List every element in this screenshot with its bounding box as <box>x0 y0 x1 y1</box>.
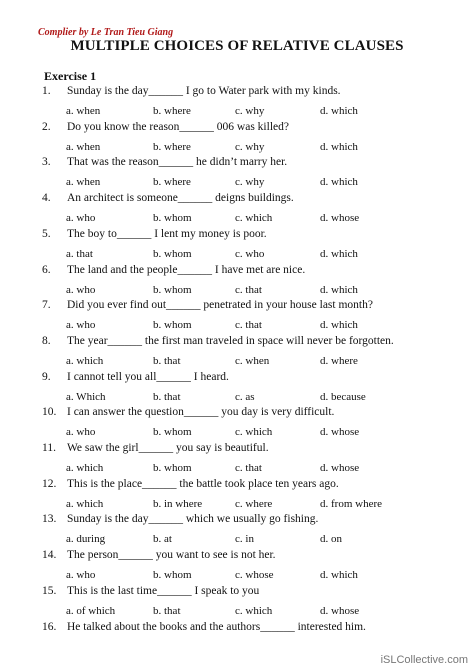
option-c: c. in <box>235 533 254 546</box>
question-number: 5. <box>42 227 51 240</box>
question-stem: The person______ you want to see is not her. <box>67 549 276 562</box>
option-d: d. because <box>320 390 366 403</box>
question-stem: We saw the girl______ you say is beautiful. <box>67 442 269 454</box>
question-stem: That was the reason______ he didn’t marry her. <box>67 156 288 169</box>
question-number: 8. <box>42 334 51 347</box>
question-stem: An architect is someone______ deigns buildings. <box>67 192 294 205</box>
question-stem: Sunday is the day______ which we usually go fishing. <box>67 513 319 526</box>
question-item <box>42 584 442 620</box>
option-b: b. whom <box>153 319 192 332</box>
question-number: 12. <box>42 477 57 490</box>
option-d: d. on <box>320 533 342 546</box>
question-number: 6. <box>42 263 51 276</box>
option-a: a. which <box>66 462 104 474</box>
option-d: d. from where <box>320 497 383 510</box>
option-d: d. which <box>320 105 358 117</box>
question-number: 16. <box>42 620 57 633</box>
question-stem: Do you know the reason______ 006 was killed? <box>67 120 289 133</box>
option-a: a. when <box>66 105 101 117</box>
option-b: b. that <box>153 354 181 367</box>
option-c: c. which <box>235 426 273 439</box>
option-d: d. which <box>320 140 358 153</box>
option-a: a. who <box>66 319 96 332</box>
option-c: c. which <box>235 604 273 617</box>
question-stem: The year______ the first man traveled in space will never be forgotten. <box>67 334 394 347</box>
question-item <box>42 334 442 370</box>
option-b: b. in where <box>153 497 203 510</box>
option-a: a. which <box>66 497 104 510</box>
option-c: c. which <box>235 212 273 225</box>
option-d: d. whose <box>320 212 360 225</box>
option-d: d. which <box>320 569 358 582</box>
exercise-heading: Exercise 1 <box>44 69 97 83</box>
option-a: a. Which <box>66 390 106 403</box>
option-b: b. where <box>153 140 191 153</box>
question-number: 14. <box>42 549 57 562</box>
question-number: 10. <box>42 406 57 419</box>
question-stem: I cannot tell you all______ I heard. <box>67 370 229 383</box>
option-c: c. that <box>235 283 262 296</box>
option-a: a. who <box>66 569 96 582</box>
question-item <box>42 405 442 441</box>
question-stem: Did you ever find out______ penetrated in your house last month? <box>67 299 373 312</box>
question-item <box>42 512 442 548</box>
option-d: d. whose <box>320 604 360 617</box>
question-item <box>42 120 442 156</box>
question-number: 15. <box>42 584 57 597</box>
option-b: b. whom <box>153 462 192 474</box>
question-item <box>42 548 442 584</box>
option-c: c. whose <box>235 569 274 582</box>
option-a: a. that <box>66 247 93 260</box>
option-a: a. who <box>66 426 96 439</box>
question-item <box>42 298 442 334</box>
option-d: d. whose <box>320 462 360 474</box>
question-stem: He talked about the books and the authors______ interested him. <box>67 620 366 633</box>
question-item <box>42 263 442 299</box>
option-b: b. whom <box>153 569 192 582</box>
option-a: a. when <box>66 140 101 153</box>
option-d: d. where <box>320 354 358 367</box>
option-d: d. which <box>320 176 358 189</box>
question-stem: This is the place______ the battle took place ten years ago. <box>67 477 339 490</box>
question-item <box>42 477 442 513</box>
option-d: d. which <box>320 319 358 332</box>
option-a: a. of which <box>66 604 116 617</box>
question-stem: The land and the people______ I have met are nice. <box>67 263 306 276</box>
question-number: 4. <box>42 192 51 205</box>
compiler-credit: Complier by Le Tran Tieu Giang <box>38 27 174 38</box>
question-number: 9. <box>42 370 51 383</box>
question-stem: This is the last time______ I speak to you <box>67 584 260 597</box>
question-item <box>42 620 442 656</box>
option-c: c. that <box>235 462 262 474</box>
option-c: c. who <box>235 247 265 260</box>
question-number: 11. <box>42 442 56 454</box>
question-number: 3. <box>42 156 51 169</box>
option-b: b. whom <box>153 247 192 260</box>
question-stem: Sunday is the day______ I go to Water park with my kinds. <box>67 85 341 97</box>
option-b: b. whom <box>153 212 192 225</box>
question-number: 1. <box>42 85 51 97</box>
option-b: b. where <box>153 105 191 117</box>
option-a: a. who <box>66 212 96 225</box>
option-b: b. whom <box>153 283 192 296</box>
option-a: a. during <box>66 533 106 546</box>
option-b: b. that <box>153 604 181 617</box>
option-d: d. whose <box>320 426 360 439</box>
option-b: b. that <box>153 390 181 403</box>
question-item <box>42 441 442 477</box>
option-b: b. whom <box>153 426 192 439</box>
question-item <box>42 191 442 227</box>
option-b: b. where <box>153 176 191 189</box>
question-item <box>42 370 442 406</box>
question-item <box>42 155 442 191</box>
question-number: 7. <box>42 299 51 312</box>
question-item <box>42 227 442 263</box>
option-c: c. why <box>235 176 265 189</box>
option-c: c. why <box>235 140 265 153</box>
page-title: MULTIPLE CHOICES OF RELATIVE CLAUSES <box>70 38 404 54</box>
option-a: a. which <box>66 354 104 367</box>
option-d: d. which <box>320 283 358 296</box>
question-stem: The boy to______ I lent my money is poor. <box>67 227 267 240</box>
question-number: 13. <box>42 513 57 526</box>
option-a: a. who <box>66 283 96 296</box>
option-c: c. that <box>235 319 262 332</box>
option-a: a. when <box>66 176 101 189</box>
option-c: c. when <box>235 354 270 367</box>
question-item <box>42 84 442 120</box>
option-d: d. which <box>320 247 358 260</box>
option-c: c. as <box>235 390 255 403</box>
option-c: c. where <box>235 497 273 510</box>
question-number: 2. <box>42 120 51 133</box>
question-stem: I can answer the question______ you day is very difficult. <box>67 406 335 419</box>
site-watermark: iSLCollective.com <box>380 654 468 666</box>
option-c: c. why <box>235 105 265 117</box>
option-b: b. at <box>153 533 172 546</box>
